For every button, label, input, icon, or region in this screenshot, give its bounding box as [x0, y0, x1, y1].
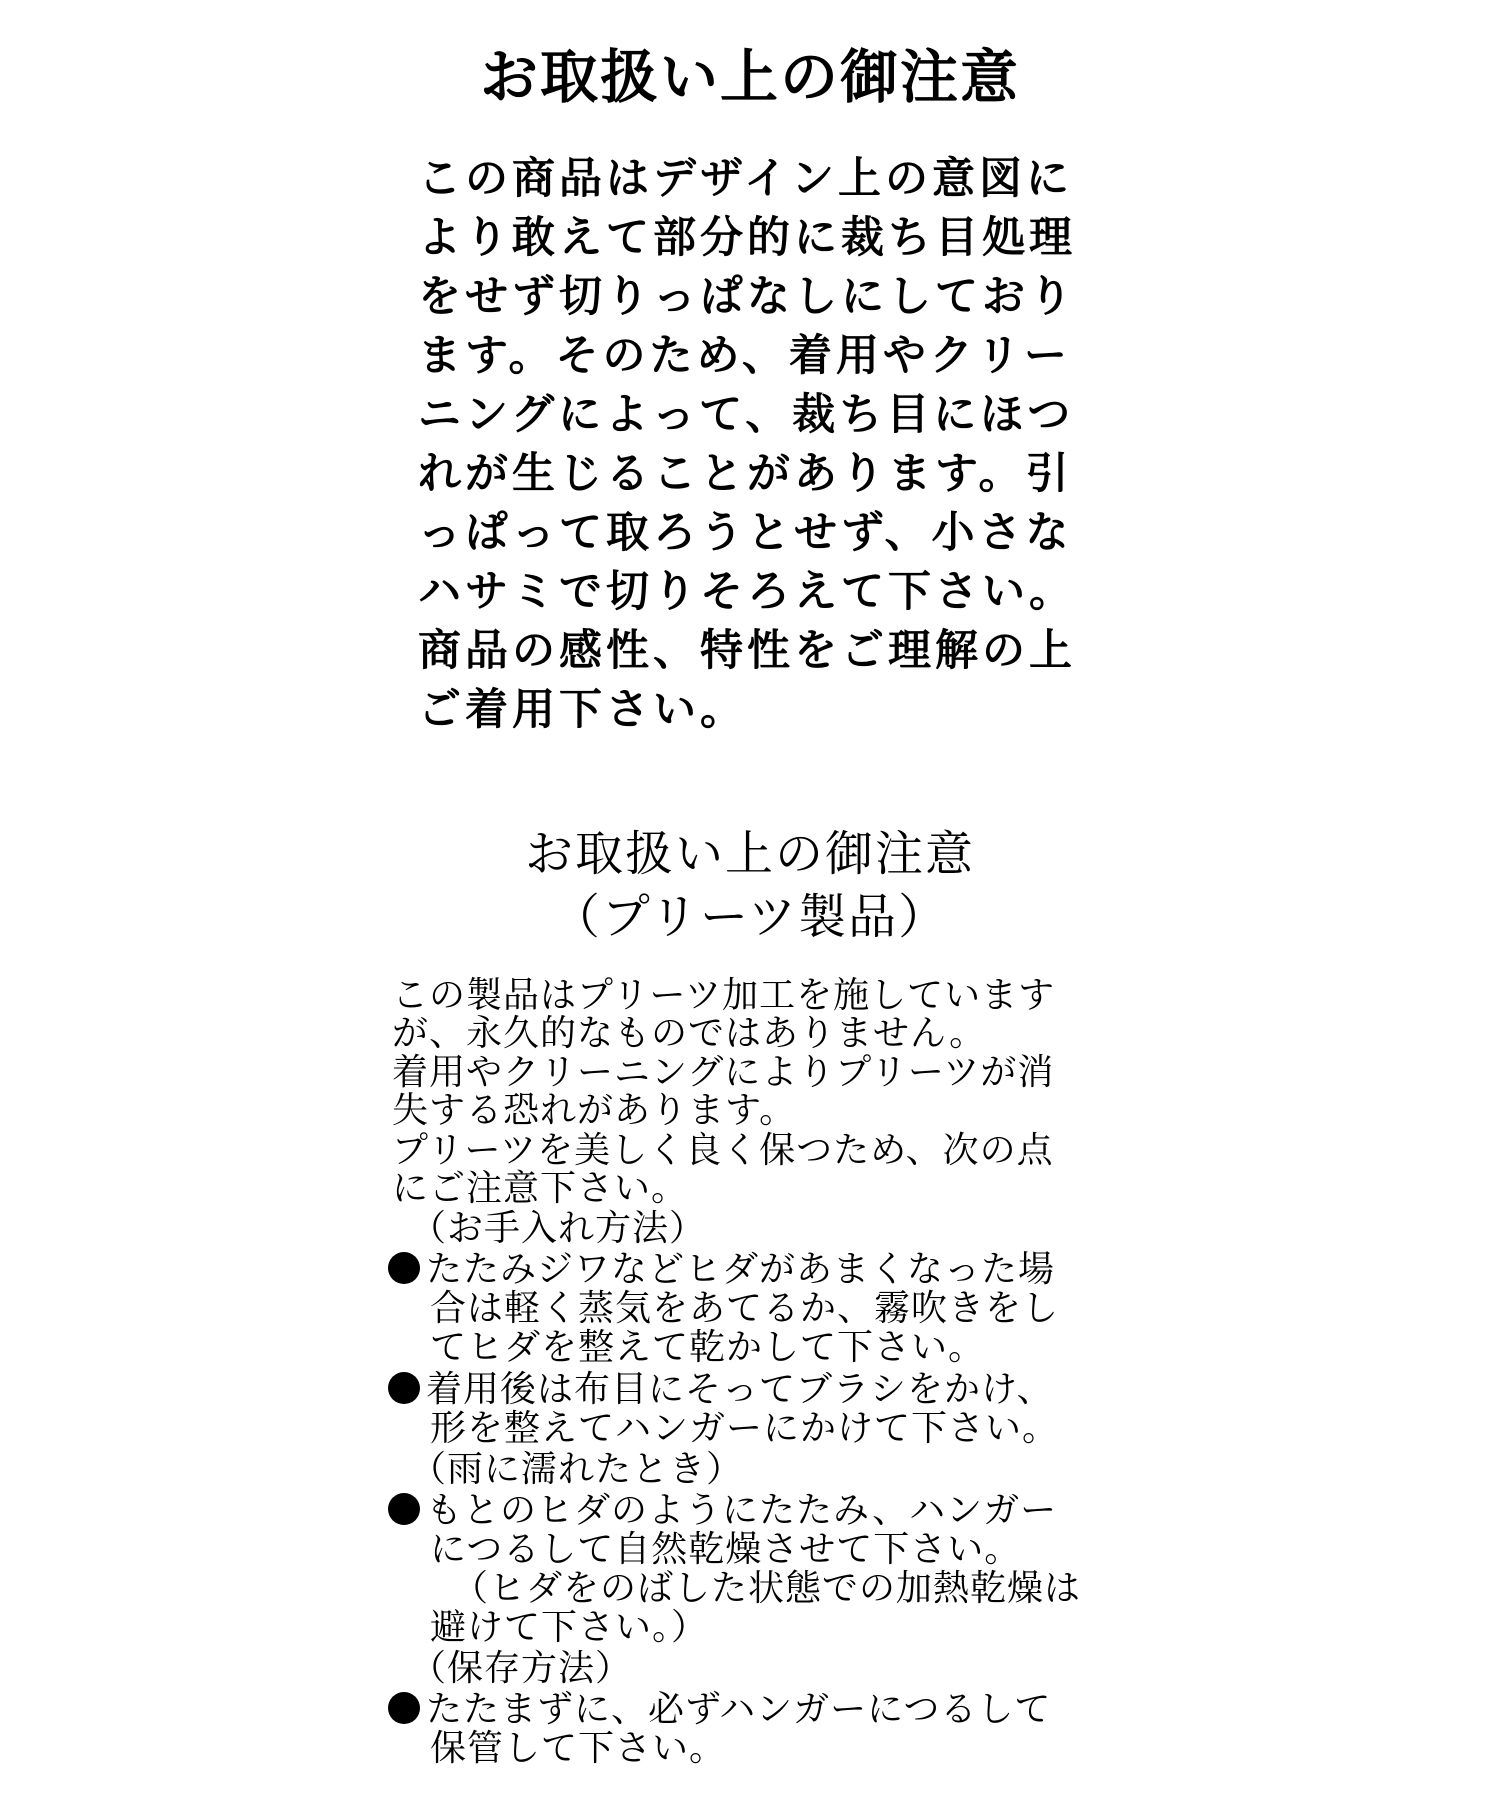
bullet-icon — [388, 1252, 420, 1284]
notice-2-subtitle: （プリーツ製品） — [551, 889, 949, 945]
care-item-2 — [388, 1369, 1054, 1410]
notice-2-intro-line: プリーツを美しく良く保つため、次の点 — [392, 1130, 1054, 1171]
notice-1-line: ニングによって、裁ち目にほつ — [418, 390, 1075, 440]
notice-2-intro-line: 着用やクリーニングによりプリーツが消 — [392, 1052, 1055, 1093]
rain-item-1-line: （ヒダをのばした状態での加熱乾燥は — [452, 1568, 1082, 1609]
notice-1-line: っぱって取ろうとせず、小さな — [418, 508, 1073, 558]
rain-item-1-line: もとのヒダのようにたたみ、ハンガー — [426, 1490, 1058, 1531]
notice-1-line: 商品の感性、特性をご理解の上 — [418, 626, 1076, 676]
storage-item-1-line: 保管して下さい。 — [430, 1728, 727, 1769]
storage-item-1 — [388, 1689, 1052, 1730]
bullet-icon — [388, 1493, 420, 1525]
notice-1-title: お取扱い上の御注意 — [479, 43, 1020, 111]
rain-item-1-line: 避けて下さい。） — [430, 1607, 709, 1648]
notice-2-intro-line: が、永久的なものではありません。 — [392, 1013, 987, 1054]
notice-2-intro-line: この製品はプリーツ加工を施しています — [392, 975, 1056, 1016]
notice-1-line: より敢えて部分的に裁ち目処理 — [418, 213, 1076, 263]
rain-item-1 — [388, 1490, 1058, 1531]
notice-1-line: ます。そのため、着用やクリー — [418, 331, 1071, 381]
notice-2-intro-line: にご注意下さい。 — [392, 1168, 689, 1209]
section-rain-heading: （雨に濡れたとき） — [410, 1449, 744, 1490]
bullet-icon — [388, 1692, 420, 1724]
care-item-1-line: 合は軽く蒸気をあてるか、霧吹きをし — [430, 1288, 1060, 1329]
care-item-1-line: てヒダを整えて乾かして下さい。 — [430, 1327, 986, 1368]
care-item-1 — [388, 1249, 1056, 1290]
notice-1-line: をせず切りっぱなしにしており — [418, 272, 1076, 322]
storage-item-1-line: たたまずに、必ずハンガーにつるして — [426, 1689, 1052, 1730]
care-item-2-line: 形を整えてハンガーにかけて下さい。 — [430, 1408, 1060, 1449]
care-item-2-line: 着用後は布目にそってブラシをかけ、 — [426, 1369, 1054, 1410]
bullet-icon — [388, 1372, 420, 1404]
rain-item-1-line: につるして自然乾燥させて下さい。 — [430, 1529, 1022, 1570]
care-item-1-line: たたみジワなどヒダがあまくなった場 — [426, 1249, 1056, 1290]
notice-1-line: この商品はデザイン上の意図に — [418, 154, 1073, 204]
notice-1-line: れが生じることがあります。引 — [418, 449, 1073, 499]
notice-1-line: ご着用下さい。 — [418, 685, 747, 735]
section-storage-heading: （保存方法） — [410, 1648, 633, 1689]
section-care-heading: （お手入れ方法） — [410, 1208, 707, 1249]
notice-2-intro-line: 失する恐れがあります。 — [392, 1090, 797, 1131]
notice-1-line: ハサミで切りそろえて下さい。 — [418, 567, 1076, 617]
notice-2-title: お取扱い上の御注意 — [524, 826, 975, 882]
